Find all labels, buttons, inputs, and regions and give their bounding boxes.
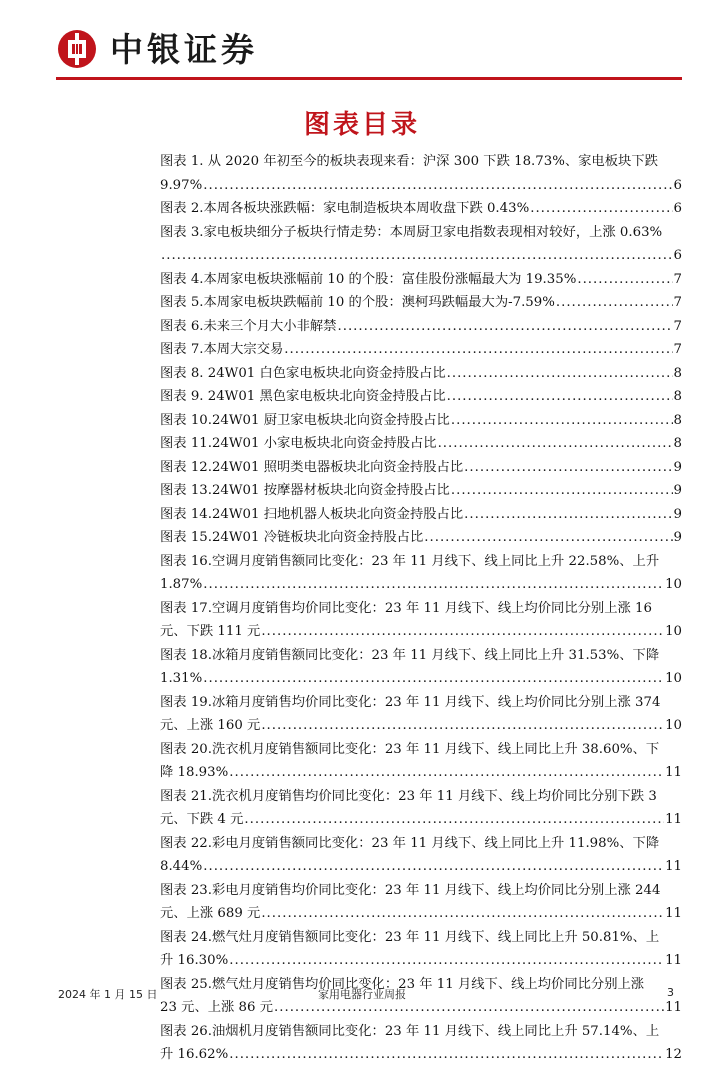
toc-page-number: 8 (673, 412, 682, 428)
toc-page-number: 11 (665, 1000, 682, 1015)
leader-dots (464, 456, 672, 480)
toc-entry-text: 图表 15.24W01 冷链板块北向资金持股占比 (160, 530, 424, 545)
toc-entry-text: 图表 21.洗衣机月度销售均价同比变化：23 年 11 月线下、线上均价同比分别下跌 3 (160, 788, 657, 804)
toc-entry-text: 1.87% (160, 577, 203, 592)
toc-entry[interactable] (160, 691, 682, 738)
toc-entry-text: 图表 18.冰箱月度销售额同比变化：23 年 11 月线下、线上同比上升 31.53%、下降 (160, 647, 660, 663)
leader-dots (438, 432, 673, 456)
toc-entry[interactable] (160, 432, 682, 456)
toc-page-number: 6 (673, 177, 682, 193)
leader-dots (229, 761, 664, 785)
bank-of-china-logo-icon (58, 30, 96, 68)
toc-entry[interactable] (160, 479, 682, 503)
toc-entry-text: 图表 17.空调月度销售均价同比变化：23 年 11 月线下、线上均价同比分别上涨 16 (160, 600, 652, 616)
toc-entry-text: 图表 25.燃气灶月度销售均价同比变化：23 年 11 月线下、线上均价同比分别上涨 (160, 976, 645, 992)
toc-entry[interactable] (160, 926, 682, 973)
leader-dots (451, 479, 673, 503)
table-of-figures (160, 150, 682, 1067)
toc-entry-text: 图表 10.24W01 厨卫家电板块北向资金持股占比 (160, 412, 450, 428)
leader-dots (229, 949, 664, 973)
toc-entry-text: 图表 1. 从 2020 年初至今的板块表现来看：沪深 300 下跌 18.73%、家电板块下跌 (160, 154, 658, 169)
toc-entry[interactable] (160, 221, 682, 268)
toc-page-number: 10 (665, 718, 682, 733)
leader-dots (530, 197, 672, 221)
toc-entry[interactable] (160, 832, 682, 879)
toc-page-number: 11 (665, 953, 682, 968)
leader-dots (203, 855, 664, 879)
toc-page-number: 6 (673, 201, 682, 216)
toc-entry-text: 元、下跌 111 元 (160, 624, 261, 639)
toc-page-number: 11 (665, 906, 682, 921)
toc-entry[interactable] (160, 644, 682, 691)
leader-dots (284, 338, 672, 362)
footer-report-name: 家用电器行业周报 (318, 988, 406, 1001)
toc-entry[interactable] (160, 409, 682, 433)
toc-entry-text: 23 元、上涨 86 元 (160, 1000, 274, 1015)
toc-entry[interactable] (160, 738, 682, 785)
toc-entry[interactable] (160, 385, 682, 409)
toc-entry-text: 8.44% (160, 859, 203, 874)
toc-entry[interactable] (160, 785, 682, 832)
leader-dots (229, 1043, 664, 1067)
leader-dots (556, 291, 673, 315)
page-footer (0, 986, 724, 1006)
toc-entry[interactable] (160, 268, 682, 292)
leader-dots (577, 268, 672, 292)
toc-entry[interactable] (160, 150, 682, 197)
toc-page-number: 8 (673, 436, 682, 451)
toc-title: 图表目录 (303, 110, 420, 140)
toc-page-number: 9 (673, 459, 682, 475)
toc-entry[interactable] (160, 456, 682, 480)
leader-dots (261, 902, 664, 926)
toc-page-number: 12 (665, 1047, 682, 1062)
toc-page-number: 7 (673, 295, 682, 310)
toc-entry-text: 图表 7.本周大宗交易 (160, 342, 284, 357)
toc-entry[interactable] (160, 503, 682, 527)
toc-entry-text: 图表 20.洗衣机月度销售额同比变化：23 年 11 月线下、线上同比上升 38.60%、下 (160, 741, 660, 757)
toc-page-number: 10 (665, 624, 682, 639)
toc-entry[interactable] (160, 550, 682, 597)
toc-entry-text: 9.97% (160, 177, 203, 193)
toc-page-number: 11 (665, 765, 682, 780)
toc-page-number: 10 (665, 577, 682, 592)
toc-entry-text: 图表 6.未来三个月大小非解禁 (160, 318, 337, 334)
toc-entry-text: 图表 13.24W01 按摩器材板块北向资金持股占比 (160, 483, 450, 498)
toc-entry-text: 图表 9. 24W01 黑色家电板块北向资金持股占比 (160, 389, 446, 404)
toc-entry-text: 图表 8. 24W01 白色家电板块北向资金持股占比 (160, 365, 446, 381)
toc-entry[interactable] (160, 338, 682, 362)
leader-dots (203, 667, 664, 691)
toc-page-number: 10 (665, 671, 682, 686)
leader-dots (161, 244, 673, 268)
page-header (0, 0, 724, 86)
toc-entry-text: 元、下跌 4 元 (160, 812, 244, 827)
leader-dots (451, 409, 673, 433)
toc-page-number: 6 (673, 248, 682, 263)
toc-entry-text: 图表 14.24W01 扫地机器人板块北向资金持股占比 (160, 506, 464, 522)
toc-entry[interactable] (160, 197, 682, 221)
toc-entry[interactable] (160, 362, 682, 386)
footer-page-number: 3 (667, 986, 674, 999)
footer-date: 2024 年 1 月 15 日 (58, 988, 158, 1001)
toc-entry-text: 降 18.93% (160, 765, 229, 780)
toc-entry-text: 图表 16.空调月度销售额同比变化：23 年 11 月线下、线上同比上升 22.58%、上升 (160, 553, 660, 569)
brand-name: 中银证券 (110, 30, 258, 69)
leader-dots (424, 526, 672, 550)
leader-dots (261, 714, 664, 738)
leader-dots (203, 174, 672, 198)
toc-page-number: 7 (673, 271, 682, 287)
leader-dots (261, 620, 664, 644)
toc-entry-text: 图表 4.本周家电板块涨幅前 10 的个股：富佳股份涨幅最大为 19.35% (160, 271, 577, 287)
toc-entry[interactable] (160, 597, 682, 644)
toc-page-number: 7 (673, 318, 682, 334)
toc-page-number: 11 (665, 859, 682, 874)
toc-entry-text: 升 16.30% (160, 953, 229, 968)
toc-entry-text: 图表 22.彩电月度销售额同比变化：23 年 11 月线下、线上同比上升 11.98%、下降 (160, 835, 660, 851)
toc-entry-text: 图表 5.本周家电板块跌幅前 10 的个股：澳柯玛跌幅最大为-7.59% (160, 295, 555, 310)
toc-entry-text: 图表 23.彩电月度销售均价同比变化：23 年 11 月线下、线上均价同比分别上涨 244 (160, 882, 661, 898)
toc-entry-text: 升 16.62% (160, 1047, 229, 1062)
toc-entry[interactable] (160, 315, 682, 339)
toc-page-number: 8 (673, 389, 682, 404)
toc-page-number: 9 (673, 506, 682, 522)
toc-entry-text: 图表 24.燃气灶月度销售额同比变化：23 年 11 月线下、线上同比上升 50.81%、上 (160, 929, 660, 945)
toc-page-number: 8 (673, 365, 682, 381)
toc-entry-text: 图表 11.24W01 小家电板块北向资金持股占比 (160, 436, 437, 451)
toc-entry-text: 1.31% (160, 671, 203, 686)
toc-entry[interactable] (160, 879, 682, 926)
leader-dots (464, 503, 672, 527)
leader-dots (337, 315, 672, 339)
toc-page-number: 11 (665, 812, 682, 827)
toc-entry-text: 图表 3.家电板块细分子板块行情走势：本周厨卫家电指数表现相对较好，上涨 0.63% (160, 224, 663, 240)
toc-entry[interactable] (160, 1020, 682, 1067)
toc-page-number: 9 (673, 483, 682, 498)
toc-entry-text: 图表 26.油烟机月度销售额同比变化：23 年 11 月线下、线上同比上升 57.14%、上 (160, 1023, 660, 1039)
leader-dots (447, 362, 673, 386)
toc-entry-text: 元、上涨 689 元 (160, 906, 261, 921)
toc-page-number: 9 (673, 530, 682, 545)
toc-entry-text: 图表 12.24W01 照明类电器板块北向资金持股占比 (160, 459, 464, 475)
leader-dots (447, 385, 673, 409)
toc-entry[interactable] (160, 291, 682, 315)
toc-entry-text: 图表 19.冰箱月度销售均价同比变化：23 年 11 月线下、线上均价同比分别上涨 374 (160, 694, 661, 710)
leader-dots (203, 573, 664, 597)
header-rule (56, 77, 682, 80)
leader-dots (244, 808, 664, 832)
toc-entry[interactable] (160, 526, 682, 550)
toc-entry-text: 元、上涨 160 元 (160, 718, 261, 733)
toc-entry-text: 图表 2.本周各板块涨跌幅：家电制造板块本周收盘下跌 0.43% (160, 201, 530, 216)
toc-page-number: 7 (673, 342, 682, 357)
